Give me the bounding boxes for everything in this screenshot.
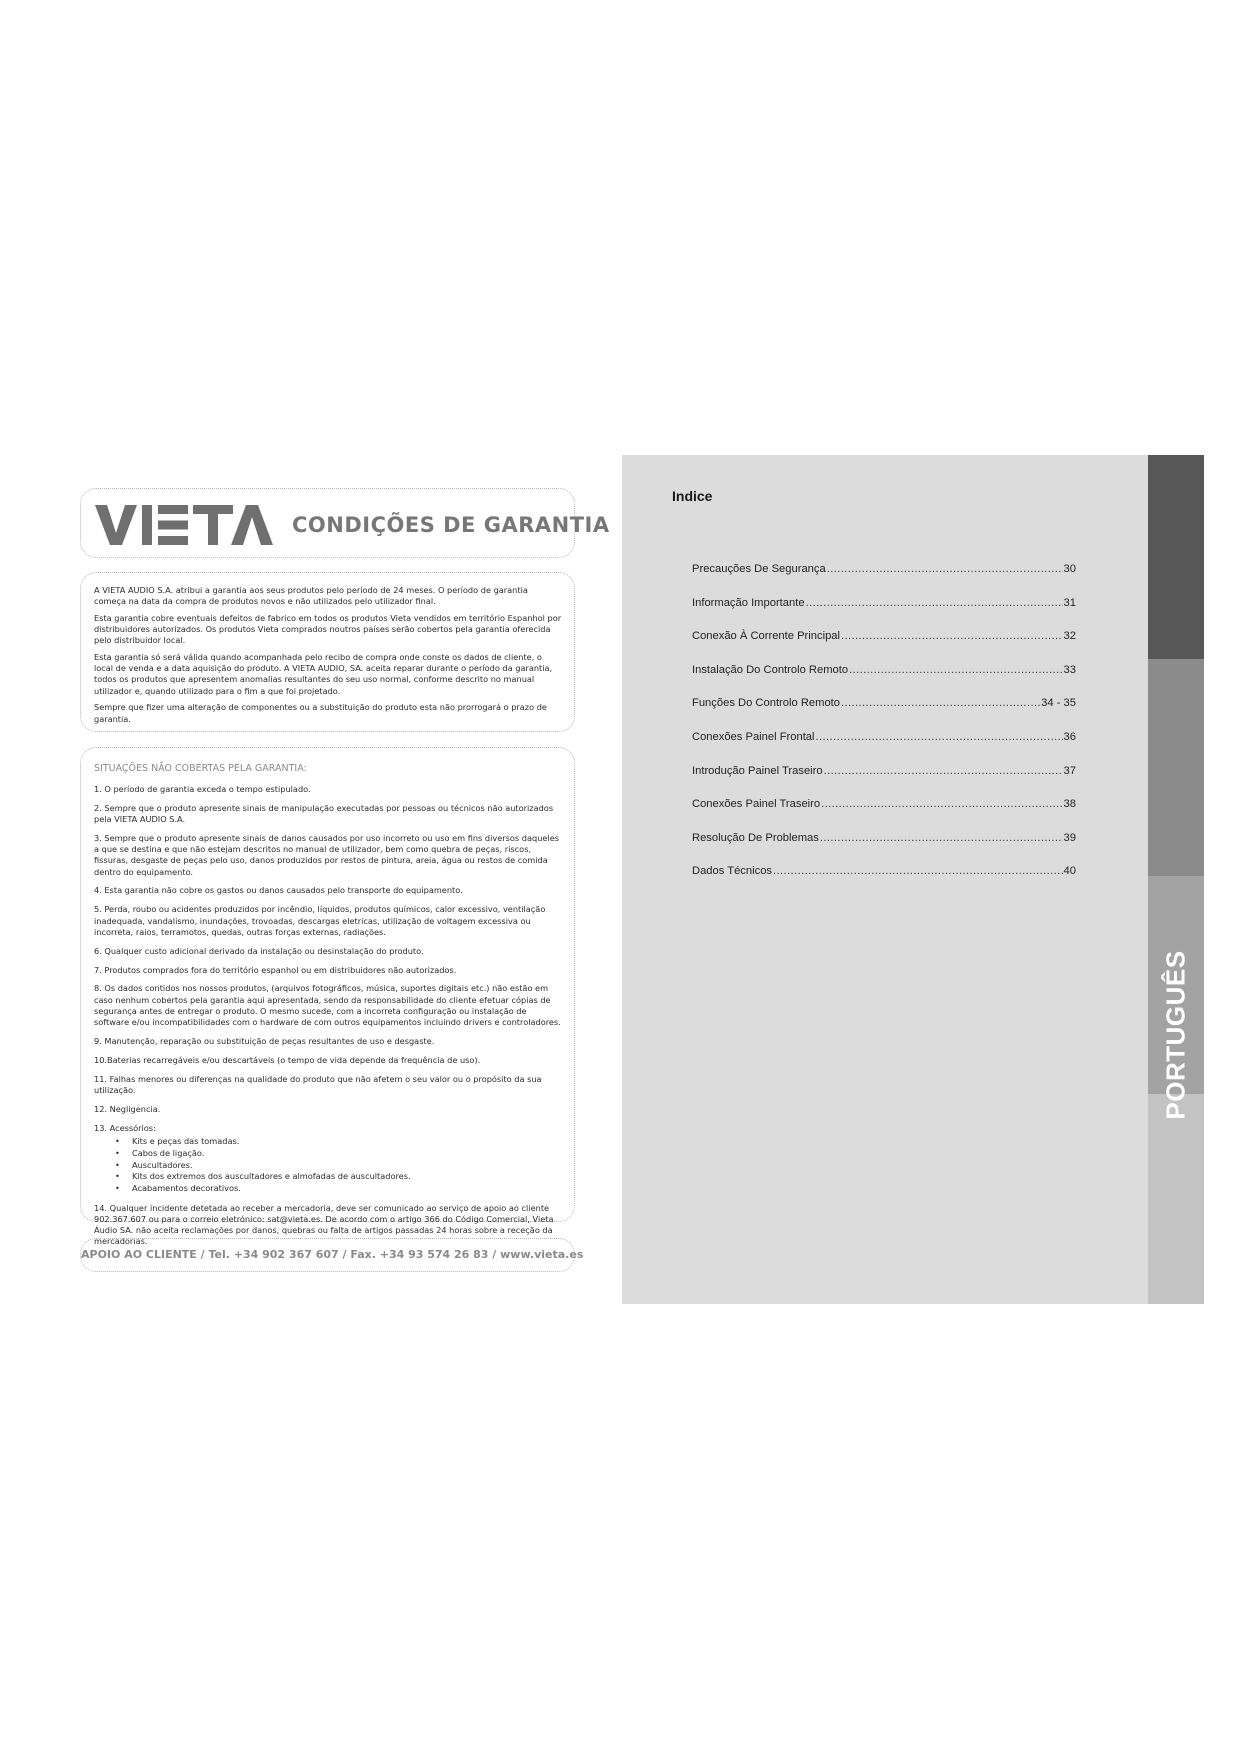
accessory-item: • Kits dos extremos dos auscultadores e almofadas de auscultadores. (94, 1171, 562, 1183)
toc-entry[interactable] (692, 697, 1076, 731)
toc-entry[interactable] (692, 832, 1076, 866)
index-title: Indice (672, 488, 713, 504)
exclusion-item-accessories (94, 1123, 562, 1195)
toc-leader-dots (816, 731, 1063, 743)
exclusion-item: 2. Sempre que o produto apresente sinais de manipulação executadas por pessoas ou técnicos não autorizados pela VIETA AUDIO S.A. (94, 802, 554, 825)
exclusion-item: 12. Negligencia. (94, 1103, 161, 1114)
exclusion-item: 4. Esta garantia não cobre os gastos ou danos causados pelo transporte do equipamento. (94, 885, 463, 896)
toc-entry[interactable] (692, 865, 1076, 899)
toc-page-number: 36 (1063, 730, 1076, 743)
toc-leader-dots (806, 597, 1063, 609)
warranty-page (37, 455, 622, 1300)
table-of-contents (692, 563, 1076, 899)
toc-leader-dots (841, 630, 1063, 642)
section-tabs (1148, 455, 1204, 1304)
exclusions-heading: SITUAÇÕES NÃO COBERTAS PELA GARANTIA: (94, 763, 307, 774)
toc-page-number: 31 (1063, 596, 1076, 609)
accessory-item: • Auscultadores. (94, 1160, 562, 1172)
toc-page-number: 32 (1063, 630, 1076, 643)
language-label: PORTUGUÊS (1160, 950, 1191, 1120)
toc-leader-dots (824, 765, 1063, 777)
accessories-heading: 13. Acessórios: (94, 1122, 156, 1133)
toc-label: Informação Importante (692, 596, 805, 609)
exclusion-item: 11. Falhas menores ou diferenças na qualidade do produto que não afetem o seu valor ou o propósito da sua utilização. (94, 1073, 542, 1095)
section-tab[interactable] (1148, 455, 1204, 659)
accessories-list (94, 1136, 562, 1195)
toc-label: Introdução Painel Traseiro (692, 764, 823, 777)
toc-entry[interactable] (692, 765, 1076, 799)
accessory-item: • Kits e peças das tomadas. (94, 1136, 562, 1148)
warranty-title: CONDIÇÕES DE GARANTIA (292, 513, 610, 537)
intro-paragraph: Sempre que fizer uma alteração de componentes ou a substituição do produto esta não prorrogará o prazo de garantia. (94, 702, 547, 724)
toc-entry[interactable] (692, 664, 1076, 698)
intro-paragraph: Esta garantia cobre eventuais defeitos de fabrico em todos os produtos Vieta vendidos em território Espanhol por distribuidores autorizados. Os produtos Vieta comprados noutros países serão cobertos pela garantia oferecida pelo distribuidor local. (94, 612, 562, 646)
support-contact-line: APOIO AO CLIENTE / Tel. +34 902 367 607 / Fax. +34 93 574 26 83 / www.vieta.es (81, 1248, 584, 1261)
toc-page-number: 40 (1063, 865, 1076, 878)
toc-page-number: 33 (1063, 663, 1076, 676)
warranty-header (80, 488, 610, 558)
toc-entry[interactable] (692, 798, 1076, 832)
toc-label: Funções Do Controlo Remoto (692, 697, 840, 710)
toc-leader-dots (773, 865, 1063, 877)
toc-leader-dots (841, 697, 1040, 709)
intro-paragraph: Esta garantia só será válida quando acompanhada pelo recibo de compra onde conste os dados de cliente, o local de venda e a data aquisição do produto. A VIETA AUDIO, SA. aceita reparar durante o período da garantia, todos os produtos que apresentem anomalias resultantes do seu uso normal, conforme descrito no manual utilizador e, quando utilizado para o fim a que foi projetado. (94, 652, 553, 696)
toc-page-number: 38 (1063, 798, 1076, 811)
exclusion-item: 8. Os dados contidos nos nossos produtos, (arquivos fotográficos, música, suportes digitais etc.) não estão em caso nenhum cobertos pela garantia aqui apresentada, sendo da responsabilidade do cliente efetuar cópias de segurança antes de entregar o produto. O mesmo sucede, com a incorreta configuração ou instalação de software e/ou incompatibilidades com o hardware de com outros equipamentos incluindo drivers e controladores. (94, 983, 561, 1028)
toc-leader-dots (820, 832, 1063, 844)
accessory-item: • Cabos de ligação. (94, 1148, 562, 1160)
toc-label: Precauções De Segurança (692, 563, 826, 575)
toc-leader-dots (849, 664, 1062, 676)
exclusions-list (94, 784, 562, 1247)
toc-entry[interactable] (692, 597, 1076, 631)
toc-label: Dados Técnicos (692, 865, 773, 878)
exclusion-item: 7. Produtos comprados fora do território espanhol ou em distribuidores não autorizados. (94, 964, 457, 975)
toc-entry[interactable] (692, 731, 1076, 765)
toc-page-number: 34 - 35 (1041, 697, 1076, 710)
exclusion-item: 3. Sempre que o produto apresente sinais de danos causados por uso incorreto ou uso em fins diversos daqueles a que se destina e que não estejam descritos no manual de utilizador, bem como quebra de peças, riscos, fissuras, desgaste de peças pelo uso, danos produzidos por restos de pintura, areia, água ou restos de comida dentro do equipamento. (94, 832, 559, 877)
toc-label: Conexão À Corrente Principal (692, 630, 840, 643)
toc-label: Conexões Painel Frontal (692, 730, 815, 743)
exclusion-item: 10.Baterias recarregáveis e/ou descartáveis (o tempo de vida depende da frequência de uso). (94, 1054, 481, 1065)
section-tab[interactable] (1148, 1094, 1204, 1304)
exclusion-item: 9. Manutenção, reparação ou substituição de peças resultantes de uso e desgaste. (94, 1035, 435, 1046)
toc-entry[interactable] (692, 563, 1076, 597)
exclusion-item: 14. Qualquer incidente detetada ao receber a mercadoria, deve ser comunicado ao serviço de apoio ao cliente 902.367.607 ou para o correio eletrónico: sat@vieta.es. De acordo com o artigo 366 do Código Comercial, Vieta Áudio SA. não aceita reclamações por danos, quebras ou falta de artigos passadas 24 horas sobre a receção da mercadorias. (94, 1202, 554, 1247)
toc-leader-dots (827, 563, 1063, 575)
index-page (622, 455, 1204, 1304)
warranty-exclusions (80, 747, 575, 1247)
warranty-intro (80, 572, 575, 732)
exclusion-item: 1. O período de garantia exceda o tempo estipulado. (94, 784, 311, 794)
toc-label: Resolução De Problemas (692, 831, 819, 844)
toc-page-number: 39 (1063, 831, 1076, 844)
accessory-item: • Acabamentos decorativos. (94, 1183, 562, 1195)
support-footer (80, 1238, 584, 1272)
vieta-logo (95, 497, 275, 549)
exclusion-item: 6. Qualquer custo adicional derivado da instalação ou desinstalação do produto. (94, 945, 424, 956)
section-tab[interactable] (1148, 659, 1204, 876)
toc-entry[interactable] (692, 630, 1076, 664)
toc-leader-dots (821, 798, 1062, 810)
exclusion-item: 5. Perda, roubo ou acidentes produzidos por incêndio, líquidos, produtos químicos, calor excessivo, ventilação inadequada, vandalismo, inundações, trovoadas, descargas eletricas, utilização de voltagem excessiva ou incorreta, raios, terramotos, quedas, outras forças externas, radiações. (94, 904, 546, 937)
toc-label: Conexões Painel Traseiro (692, 798, 821, 811)
toc-page-number: 37 (1063, 764, 1076, 777)
toc-page-number: 30 (1063, 563, 1076, 575)
intro-paragraph: A VIETA AUDIO S.A. atribui a garantia aos seus produtos pelo período de 24 meses. O período de garantia começa na data da compra de produtos novos e não utilizados pelo utilizador final. (94, 585, 528, 607)
toc-label: Instalação Do Controlo Remoto (692, 663, 849, 676)
